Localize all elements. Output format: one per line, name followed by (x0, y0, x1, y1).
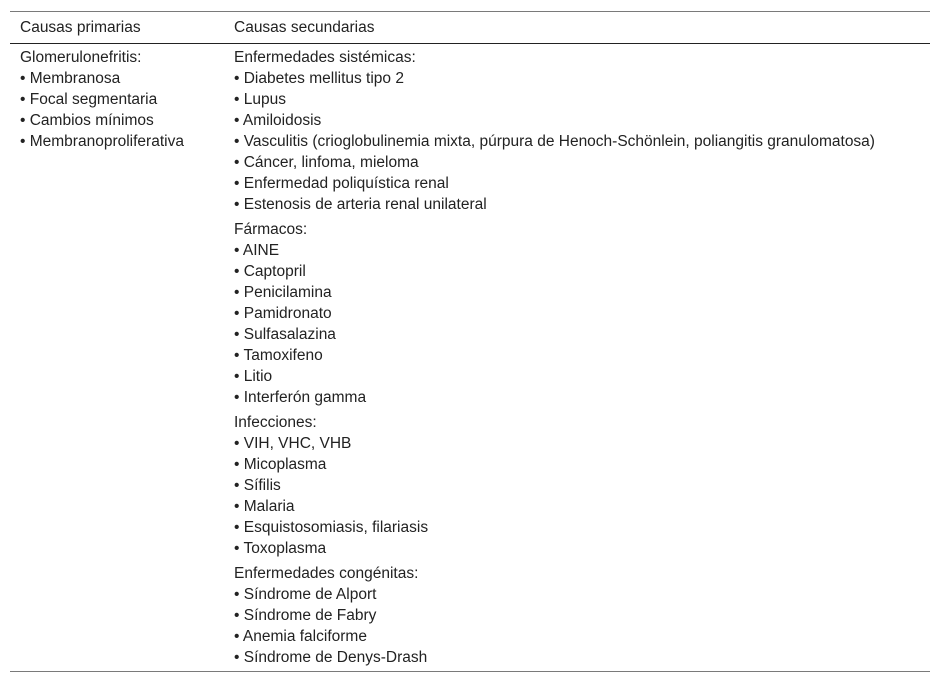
secondary-group-systemic (234, 47, 930, 215)
list-item: • Focal segmentaria (20, 89, 234, 110)
primary-group (20, 47, 234, 152)
list-item: • Síndrome de Alport (234, 584, 930, 605)
list-item: • Síndrome de Fabry (234, 605, 930, 626)
group-heading: Infecciones: (234, 414, 317, 431)
primary-causes-cell (10, 47, 234, 668)
list-item: • Amiloidosis (234, 110, 930, 131)
list-item: • Sífilis (234, 475, 930, 496)
list-item: • Membranosa (20, 68, 234, 89)
secondary-group-infections (234, 412, 930, 559)
list-item: • Micoplasma (234, 454, 930, 475)
group-heading: Enfermedades sistémicas: (234, 49, 416, 66)
table-body-row (10, 44, 930, 671)
header-primary-causes: Causas primarias (20, 18, 141, 36)
list-item: • Vasculitis (crioglobulinemia mixta, púrpura de Henoch-Schönlein, poliangitis granulomatosa) (234, 131, 930, 152)
list-item: • Litio (234, 366, 930, 387)
list-item: • Cáncer, linfoma, mieloma (234, 152, 930, 173)
list-item: • Interferón gamma (234, 387, 930, 408)
list-item: • Diabetes mellitus tipo 2 (234, 68, 930, 89)
causes-table (10, 11, 930, 672)
list-item: • VIH, VHC, VHB (234, 433, 930, 454)
list-item: • Enfermedad poliquística renal (234, 173, 930, 194)
secondary-group-congenital (234, 563, 930, 668)
list-item: • Penicilamina (234, 282, 930, 303)
list-item: • Cambios mínimos (20, 110, 234, 131)
list-item: • Malaria (234, 496, 930, 517)
list-item: • Lupus (234, 89, 930, 110)
group-heading: Enfermedades congénitas: (234, 565, 419, 582)
list-item: • Anemia falciforme (234, 626, 930, 647)
list-item: • Esquistosomiasis, filariasis (234, 517, 930, 538)
header-secondary-causes: Causas secundarias (234, 18, 375, 36)
list-item: • Síndrome de Denys-Drash (234, 647, 930, 668)
primary-group-heading: Glomerulonefritis: (20, 49, 142, 66)
list-item: • Tamoxifeno (234, 345, 930, 366)
list-item: • Pamidronato (234, 303, 930, 324)
secondary-causes-cell (234, 47, 930, 668)
table-header-row (10, 12, 930, 44)
list-item: • Sulfasalazina (234, 324, 930, 345)
list-item: • AINE (234, 240, 930, 261)
secondary-group-drugs (234, 219, 930, 408)
list-item: • Estenosis de arteria renal unilateral (234, 194, 930, 215)
group-heading: Fármacos: (234, 221, 308, 238)
list-item: • Captopril (234, 261, 930, 282)
list-item: • Toxoplasma (234, 538, 930, 559)
list-item: • Membranoproliferativa (20, 131, 234, 152)
